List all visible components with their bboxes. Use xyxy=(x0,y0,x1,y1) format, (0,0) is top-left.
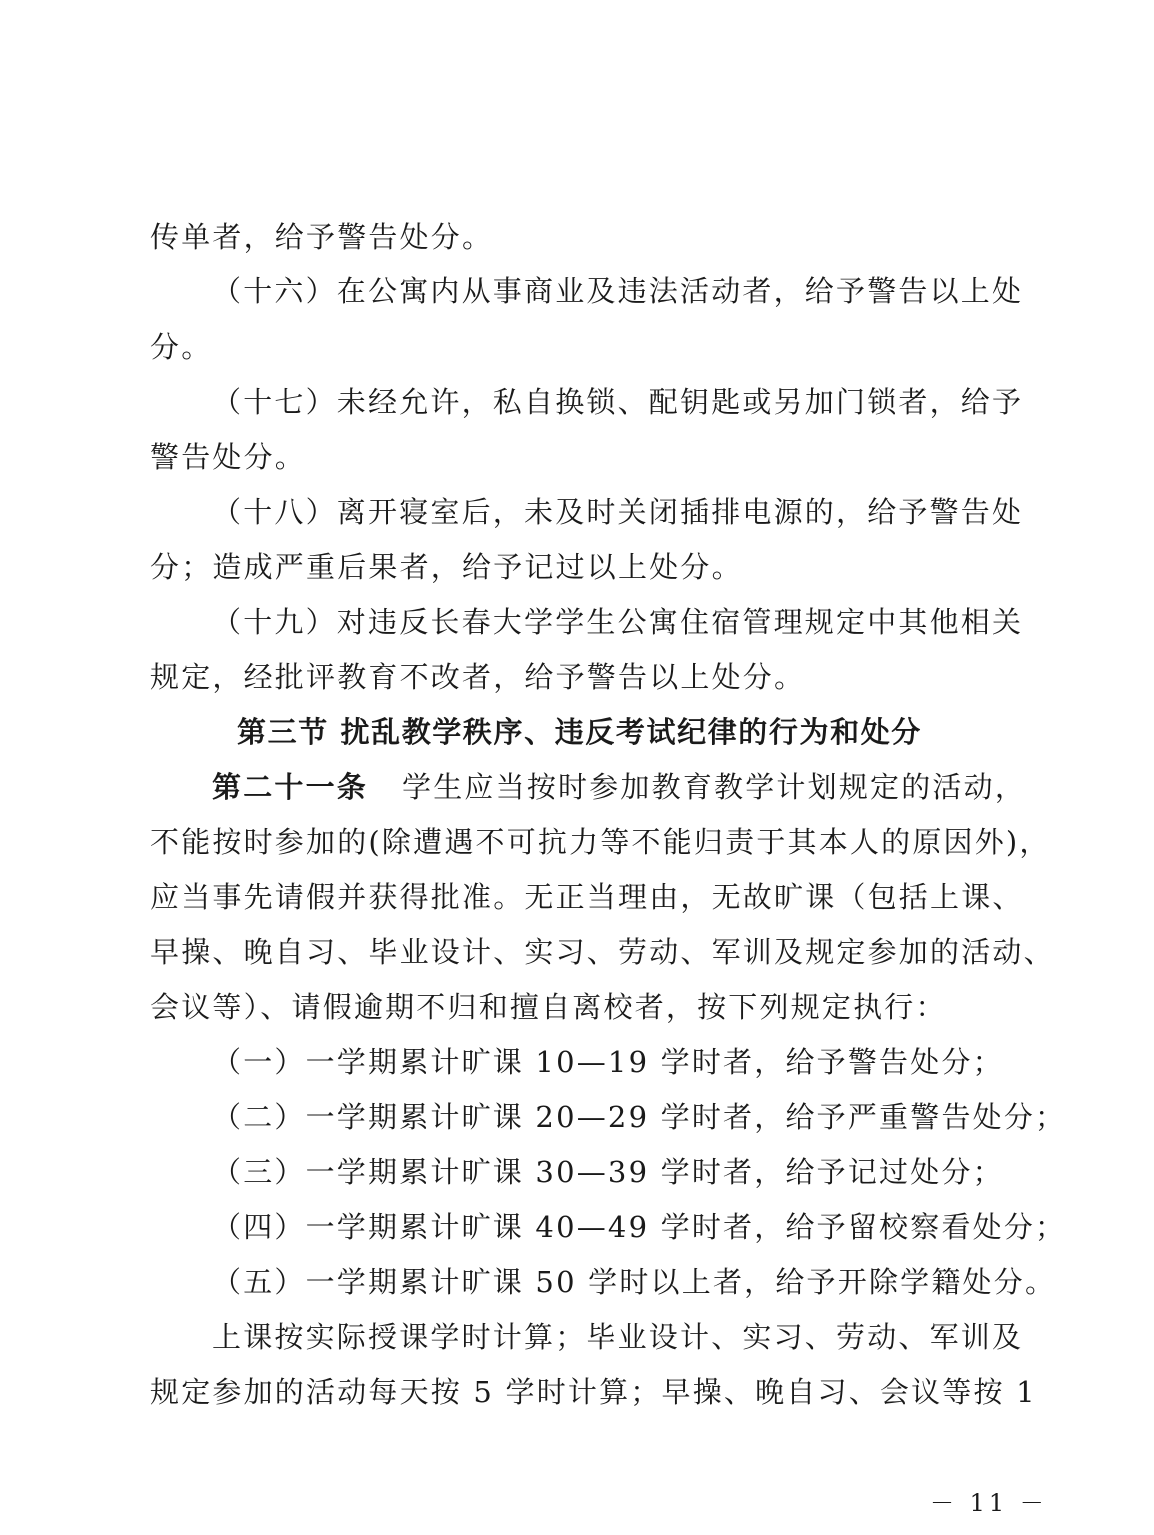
text-line: 应当事先请假并获得批准。无正当理由，无故旷课（包括上课、 xyxy=(150,880,1024,914)
list-item: （五）一学期累计旷课 50 学时以上者，给予开除学籍处分。 xyxy=(212,1265,1057,1299)
text-line: 分；造成严重后果者，给予记过以上处分。 xyxy=(150,550,743,584)
text-line: （十八）离开寝室后，未及时关闭插排电源的，给予警告处 xyxy=(212,495,1024,529)
page-number: － 11 － xyxy=(930,1489,1048,1517)
text-line: 传单者，给予警告处分。 xyxy=(150,220,494,254)
text-line: 警告处分。 xyxy=(150,440,307,474)
list-item: （二）一学期累计旷课 20—29 学时者，给予严重警告处分； xyxy=(212,1100,1067,1134)
text-line: 上课按实际授课学时计算；毕业设计、实习、劳动、军训及 xyxy=(212,1320,1024,1354)
article-label: 第二十一条 xyxy=(212,770,369,804)
article-text: 学生应当按时参加教育教学计划规定的活动， xyxy=(402,770,1027,804)
text-line: 早操、晚自习、毕业设计、实习、劳动、军训及规定参加的活动、 xyxy=(150,935,1055,969)
text-line: 分。 xyxy=(150,330,213,364)
text-line: 会议等）、请假逾期不归和擅自离校者，按下列规定执行： xyxy=(150,990,947,1024)
list-item: （三）一学期累计旷课 30—39 学时者，给予记过处分； xyxy=(212,1155,1004,1189)
article-first-line xyxy=(212,767,1027,807)
text-line: （十七）未经允许，私自换锁、配钥匙或另加门锁者，给予 xyxy=(212,385,1024,419)
text-line: 规定，经批评教育不改者，给予警告以上处分。 xyxy=(150,660,806,694)
text-line: （十九）对违反长春大学学生公寓住宿管理规定中其他相关 xyxy=(212,605,1024,639)
list-item: （一）一学期累计旷课 10—19 学时者，给予警告处分； xyxy=(212,1045,1004,1079)
list-item: （四）一学期累计旷课 40—49 学时者，给予留校察看处分； xyxy=(212,1210,1067,1244)
text-line: （十六）在公寓内从事商业及违法活动者，给予警告以上处 xyxy=(212,274,1024,308)
section-heading: 第三节 扰乱教学秩序、违反考试纪律的行为和处分 xyxy=(237,715,922,749)
text-line: 规定参加的活动每天按 5 学时计算；早操、晚自习、会议等按 1 xyxy=(150,1375,1037,1409)
text-line: 不能按时参加的(除遭遇不可抗力等不能归责于其本人的原因外)， xyxy=(150,825,1051,859)
